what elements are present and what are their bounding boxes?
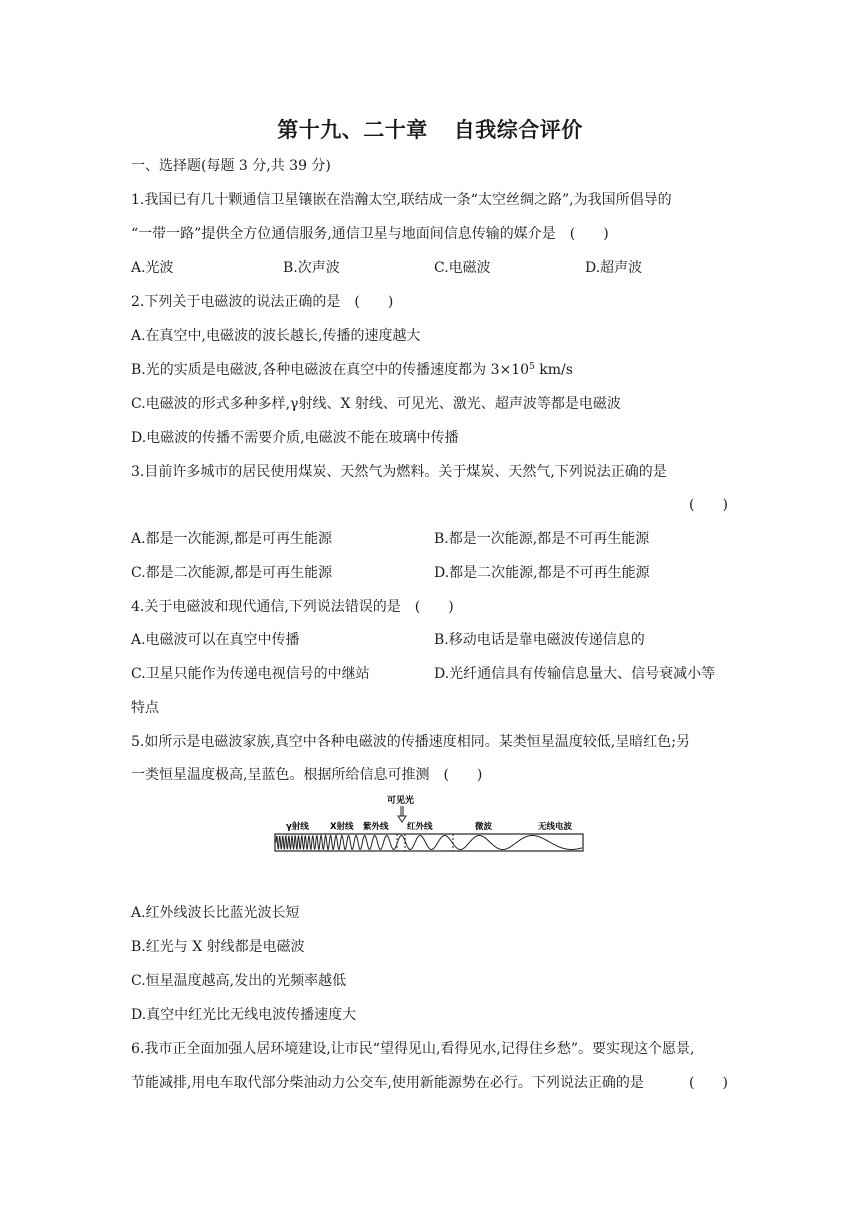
spectrum-wave bbox=[276, 836, 582, 850]
q5-option-b: B.红光与 X 射线都是电磁波 bbox=[131, 939, 305, 955]
q2-option-b-exponent: 5 bbox=[529, 362, 535, 372]
q1-stem-line1: 1.我国已有几十颗通信卫星镶嵌在浩瀚太空,联结成一条“太空丝绸之路”,为我国所倡导的 bbox=[131, 192, 672, 208]
q1-option-a: A.光波 bbox=[131, 260, 174, 276]
q4-option-b: B.移动电话是靠电磁波传递信息的 bbox=[434, 632, 645, 648]
q2-option-c: C.电磁波的形式多种多样,γ射线、X 射线、可见光、激光、超声波等都是电磁波 bbox=[131, 396, 621, 412]
q3-option-c: C.都是二次能源,都是可再生能源 bbox=[131, 565, 333, 581]
em-spectrum-figure bbox=[272, 792, 588, 854]
q3-option-a: A.都是一次能源,都是可再生能源 bbox=[131, 531, 333, 547]
section-heading: 一、选择题(每题 3 分,共 39 分) bbox=[131, 158, 331, 174]
band-label-radio: 无线电波 bbox=[538, 822, 573, 832]
band-label-uv: 紫外线 bbox=[363, 822, 389, 832]
band-label-microwave: 微波 bbox=[475, 822, 493, 832]
q4-option-c: C.卫星只能作为传递电视信号的中继站 bbox=[131, 666, 370, 682]
q3-option-d: D.都是二次能源,都是不可再生能源 bbox=[434, 565, 650, 581]
q2-stem: 2.下列关于电磁波的说法正确的是 ( ) bbox=[131, 294, 394, 310]
q5-option-c: C.恒星温度越高,发出的光频率越低 bbox=[131, 973, 347, 989]
q2-option-b bbox=[131, 360, 573, 380]
q2-option-b-unit: km/s bbox=[534, 362, 573, 378]
q5-option-d: D.真空中红光比无线电波传播速度大 bbox=[131, 1007, 357, 1023]
q2-option-d: D.电磁波的传播不需要介质,电磁波不能在玻璃中传播 bbox=[131, 430, 459, 446]
q4-option-a: A.电磁波可以在真空中传播 bbox=[131, 632, 300, 648]
q4-stem: 4.关于电磁波和现代通信,下列说法错误的是 ( ) bbox=[131, 599, 454, 615]
q1-option-c: C.电磁波 bbox=[434, 260, 491, 276]
q3-stem: 3.目前许多城市的居民使用煤炭、天然气为燃料。关于煤炭、天然气,下列说法正确的是 bbox=[131, 464, 667, 480]
visible-light-label: 可见光 bbox=[387, 796, 415, 806]
q5-option-a: A.红外线波长比蓝光波长短 bbox=[131, 905, 300, 921]
q6-stem-line1: 6.我市正全面加强人居环境建设,让市民“望得见山,看得见水,记得住乡愁”。要实现这个愿景, bbox=[131, 1041, 695, 1057]
band-label-ir: 红外线 bbox=[407, 822, 433, 832]
title-subtitle: 自我综合评价 bbox=[453, 118, 583, 142]
q3-answer-paren: ( ) bbox=[689, 497, 728, 513]
q1-option-b: B.次声波 bbox=[283, 260, 340, 276]
q5-stem-line2: 一类恒星温度极高,呈蓝色。根据所给信息可推测 ( ) bbox=[131, 767, 483, 783]
q1-option-d: D.超声波 bbox=[585, 260, 643, 276]
q3-option-b: B.都是一次能源,都是不可再生能源 bbox=[434, 531, 650, 547]
q5-stem-line1: 5.如所示是电磁波家族,真空中各种电磁波的传播速度相同。某类恒星温度较低,呈暗红色;另 bbox=[131, 734, 690, 750]
band-label-xray: X射线 bbox=[330, 822, 354, 832]
q6-stem-line2: 节能减排,用电车取代部分柴油动力公交车,使用新能源势在必行。下列说法正确的是 bbox=[131, 1075, 644, 1091]
q2-option-b-text: B.光的实质是电磁波,各种电磁波在真空中的传播速度都为 3×10 bbox=[131, 362, 530, 378]
band-label-gamma: γ射线 bbox=[286, 822, 309, 832]
q4-option-d-cont: 特点 bbox=[131, 700, 159, 716]
title-chapter: 第十九、二十章 bbox=[277, 118, 428, 142]
q4-option-d: D.光纤通信具有传输信息量大、信号衰减小等 bbox=[434, 666, 716, 682]
page-title bbox=[0, 114, 860, 144]
q6-answer-paren: ( ) bbox=[689, 1075, 728, 1091]
q2-option-a: A.在真空中,电磁波的波长越长,传播的速度越大 bbox=[131, 328, 421, 344]
visible-light-arrow bbox=[398, 806, 406, 822]
q1-stem-line2: “一带一路”提供全方位通信服务,通信卫星与地面间信息传输的媒介是 ( ) bbox=[131, 226, 609, 242]
